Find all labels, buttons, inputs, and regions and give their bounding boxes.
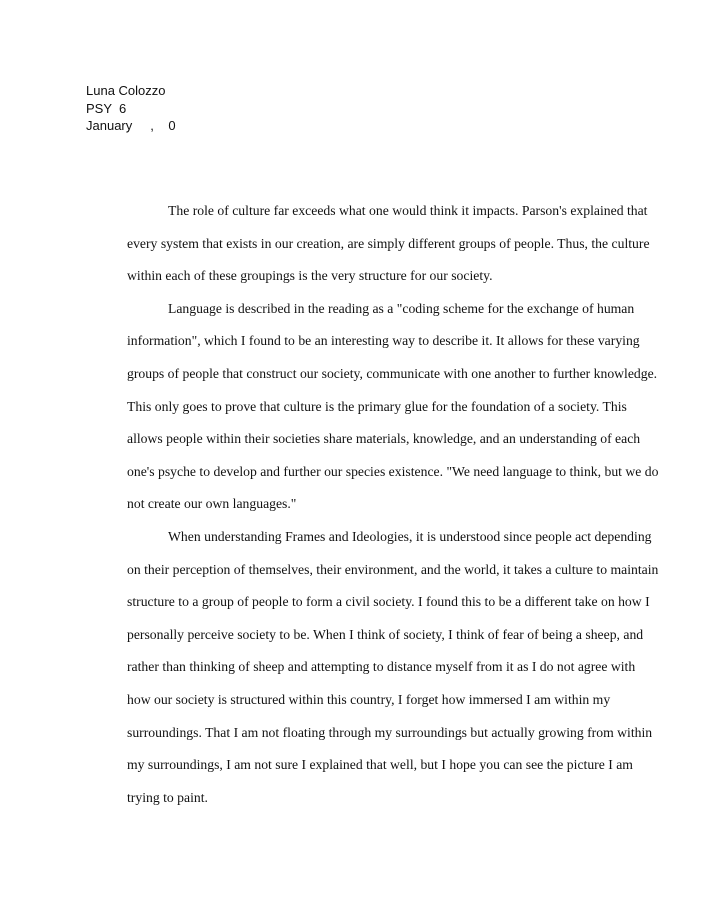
document-date: January , 0 bbox=[86, 118, 176, 133]
author-name: Luna Colozzo bbox=[86, 83, 166, 98]
text-line: This only goes to prove that culture is the primary glue for the foundation of a society. This bbox=[127, 398, 627, 414]
text-line: not create our own languages." bbox=[127, 496, 297, 512]
text-line: on their perception of themselves, their environment, and the world, it takes a culture to maintain bbox=[127, 561, 659, 577]
text-line: within each of these groupings is the very structure for our society. bbox=[127, 268, 493, 284]
text-line: trying to paint. bbox=[127, 789, 208, 805]
text-line: Language is described in the reading as a "coding scheme for the exchange of human bbox=[168, 300, 635, 316]
text-line: my surroundings, I am not sure I explained that well, but I hope you can see the picture I am bbox=[127, 757, 633, 773]
text-line: structure to a group of people to form a civil society. I found this to be a different take on how I bbox=[127, 594, 650, 610]
text-line: how our society is structured within this country, I forget how immersed I am within my bbox=[127, 691, 611, 707]
document-header bbox=[86, 82, 176, 135]
paragraph-1 bbox=[86, 195, 650, 293]
text-line: personally perceive society to be. When I think of society, I think of fear of being a sheep, and bbox=[127, 626, 644, 642]
text-line: every system that exists in our creation, are simply different groups of people. Thus, the culture bbox=[127, 235, 650, 251]
text-line: allows people within their societies share materials, knowledge, and an understanding of each bbox=[127, 431, 641, 447]
text-line: information", which I found to be an interesting way to describe it. It allows for these varying bbox=[127, 333, 640, 349]
essay-body bbox=[86, 195, 659, 814]
text-line: groups of people that construct our society, communicate with one another to further knowledge. bbox=[127, 365, 658, 381]
text-line: The role of culture far exceeds what one would think it impacts. Parson's explained that bbox=[168, 203, 648, 218]
paragraph-2 bbox=[86, 293, 659, 521]
text-line: rather than thinking of sheep and attempting to distance myself from it as I do not agree with bbox=[127, 659, 636, 675]
course-name: PSY 6 bbox=[86, 100, 127, 116]
paragraph-3 bbox=[86, 521, 659, 814]
text-line: surroundings. That I am not floating through my surroundings but actually growing from within bbox=[127, 724, 653, 740]
text-line: one's psyche to develop and further our species existence. "We need language to think, but we do bbox=[127, 463, 659, 479]
text-line: When understanding Frames and Ideologies, it is understood since people act depending bbox=[168, 528, 652, 544]
